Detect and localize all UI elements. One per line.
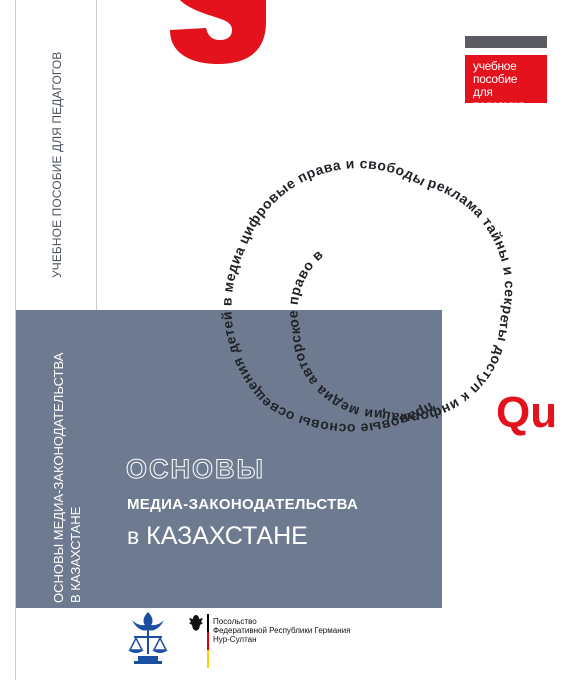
embassy-line2: Федеративной Республики Германия bbox=[213, 626, 351, 635]
embassy-line1: Посольство bbox=[213, 617, 257, 626]
spine-title-line2: В КАЗАХСТАНЕ bbox=[68, 506, 83, 603]
embassy-credit bbox=[213, 617, 350, 644]
spine-title-line1: ОСНОВЫ МЕДИА-ЗАКОНОДАТЕЛЬСТВА bbox=[51, 352, 66, 603]
german-eagle-icon bbox=[188, 614, 204, 632]
red-letters-fragment: Qu bbox=[496, 388, 558, 437]
german-flag-stripe bbox=[207, 614, 209, 668]
spiral-text: правовые основы освещения детей в медиа цифровые права и свободы реклама тайны и секреты доступ к информации медиа авторское право в bbox=[218, 155, 519, 438]
embassy-line3: Нур-Султан bbox=[213, 635, 257, 644]
audience-tag-line2: для педагогов bbox=[473, 85, 525, 112]
spine-title bbox=[50, 353, 84, 603]
title-prefix: в bbox=[127, 523, 140, 549]
svg-text:правовые основы освещения дете bbox=[218, 155, 518, 437]
title-country bbox=[127, 522, 308, 551]
title-bold: МЕДИА-ЗАКОНОДАТЕЛЬСТВА bbox=[127, 496, 359, 513]
title-outline: ОСНОВЫ bbox=[126, 454, 265, 484]
audience-tag-line1: учебное пособие bbox=[473, 59, 518, 86]
series-label: УЧЕБНОЕ ПОСОБИЕ ДЛЯ ПЕДАГОГОВ bbox=[50, 51, 64, 278]
title-country-name: КАЗАХСТАНЕ bbox=[146, 522, 308, 550]
scales-of-justice-logo-icon bbox=[122, 608, 174, 668]
